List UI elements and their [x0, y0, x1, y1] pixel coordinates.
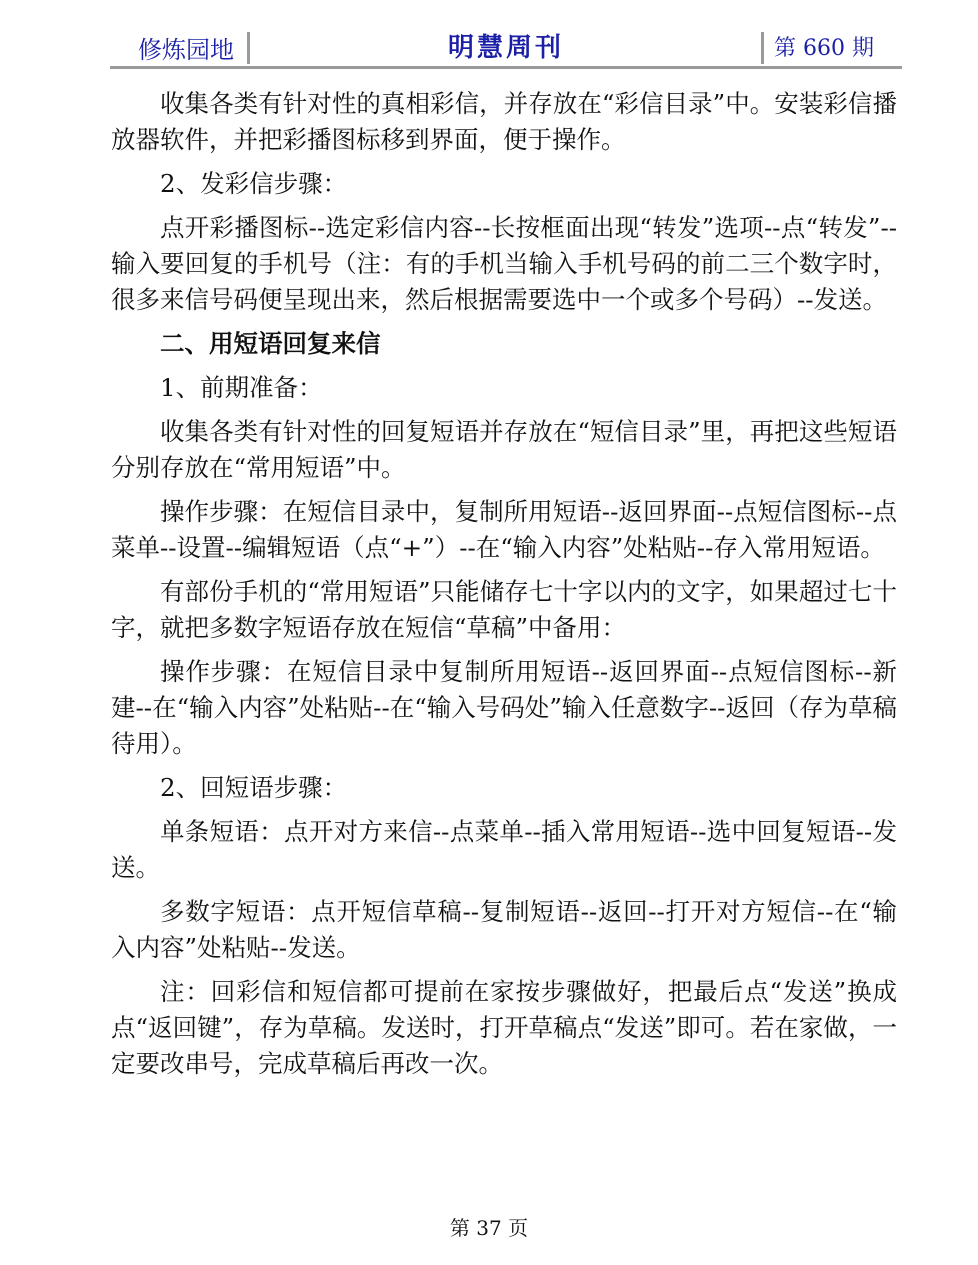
header-divider-right	[761, 32, 764, 64]
article-body	[111, 86, 897, 1090]
subheading: 2、发彩信步骤：	[160, 169, 348, 198]
paragraph: 多数字短语：点开短信草稿--复制短语--返回--打开对方短信--在“输入内容”处粘贴--发送。	[111, 897, 897, 962]
paragraph: 操作步骤：在短信目录中复制所用短语--返回界面--点短信图标--新建--在“输入内容”处粘贴--在“输入号码处”输入任意数字--返回（存为草稿待用）。	[111, 657, 897, 758]
paragraph: 单条短语：点开对方来信--点菜单--插入常用短语--选中回复短语--发送。	[111, 817, 897, 882]
paragraph: 注：回彩信和短信都可提前在家按步骤做好，把最后点“发送”换成点“返回键”，存为草稿。发送时，打开草稿点“发送”即可。若在家做，一定要改串号，完成草稿后再改一次。	[111, 977, 897, 1078]
page-header	[110, 26, 902, 68]
paragraph: 收集各类有针对性的回复短语并存放在“短信目录”里，再把这些短语分别存放在“常用短语”中。	[111, 417, 897, 482]
header-publication-title: 明慧周刊	[447, 33, 564, 63]
header-issue-number: 第 660 期	[774, 36, 874, 61]
paragraph: 操作步骤：在短信目录中，复制所用短语--返回界面--点短信图标--点菜单--设置--编辑短语（点“+”）--在“输入内容”处粘贴--存入常用短语。	[111, 497, 897, 562]
header-rule	[110, 66, 902, 69]
paragraph: 点开彩播图标--选定彩信内容--长按框面出现“转发”选项--点“转发”--输入要回复的手机号（注：有的手机当输入手机号码的前二三个数字时，很多来信号码便呈现出来，然后根据需要选中一个或多个号码）--发送。	[111, 213, 897, 314]
section-heading: 二、用短语回复来信	[160, 329, 381, 358]
paragraph: 收集各类有针对性的真相彩信，并存放在“彩信目录”中。安装彩信播放器软件，并把彩播图标移到界面，便于操作。	[111, 89, 897, 154]
header-section-name: 修炼园地	[138, 36, 234, 64]
subheading: 1、前期准备：	[160, 373, 323, 402]
subheading: 2、回短语步骤：	[160, 773, 348, 802]
page-number: 第 37 页	[449, 1216, 529, 1240]
paragraph: 有部份手机的“常用短语”只能储存七十字以内的文字，如果超过七十字，就把多数字短语存放在短信“草稿”中备用：	[111, 577, 897, 642]
